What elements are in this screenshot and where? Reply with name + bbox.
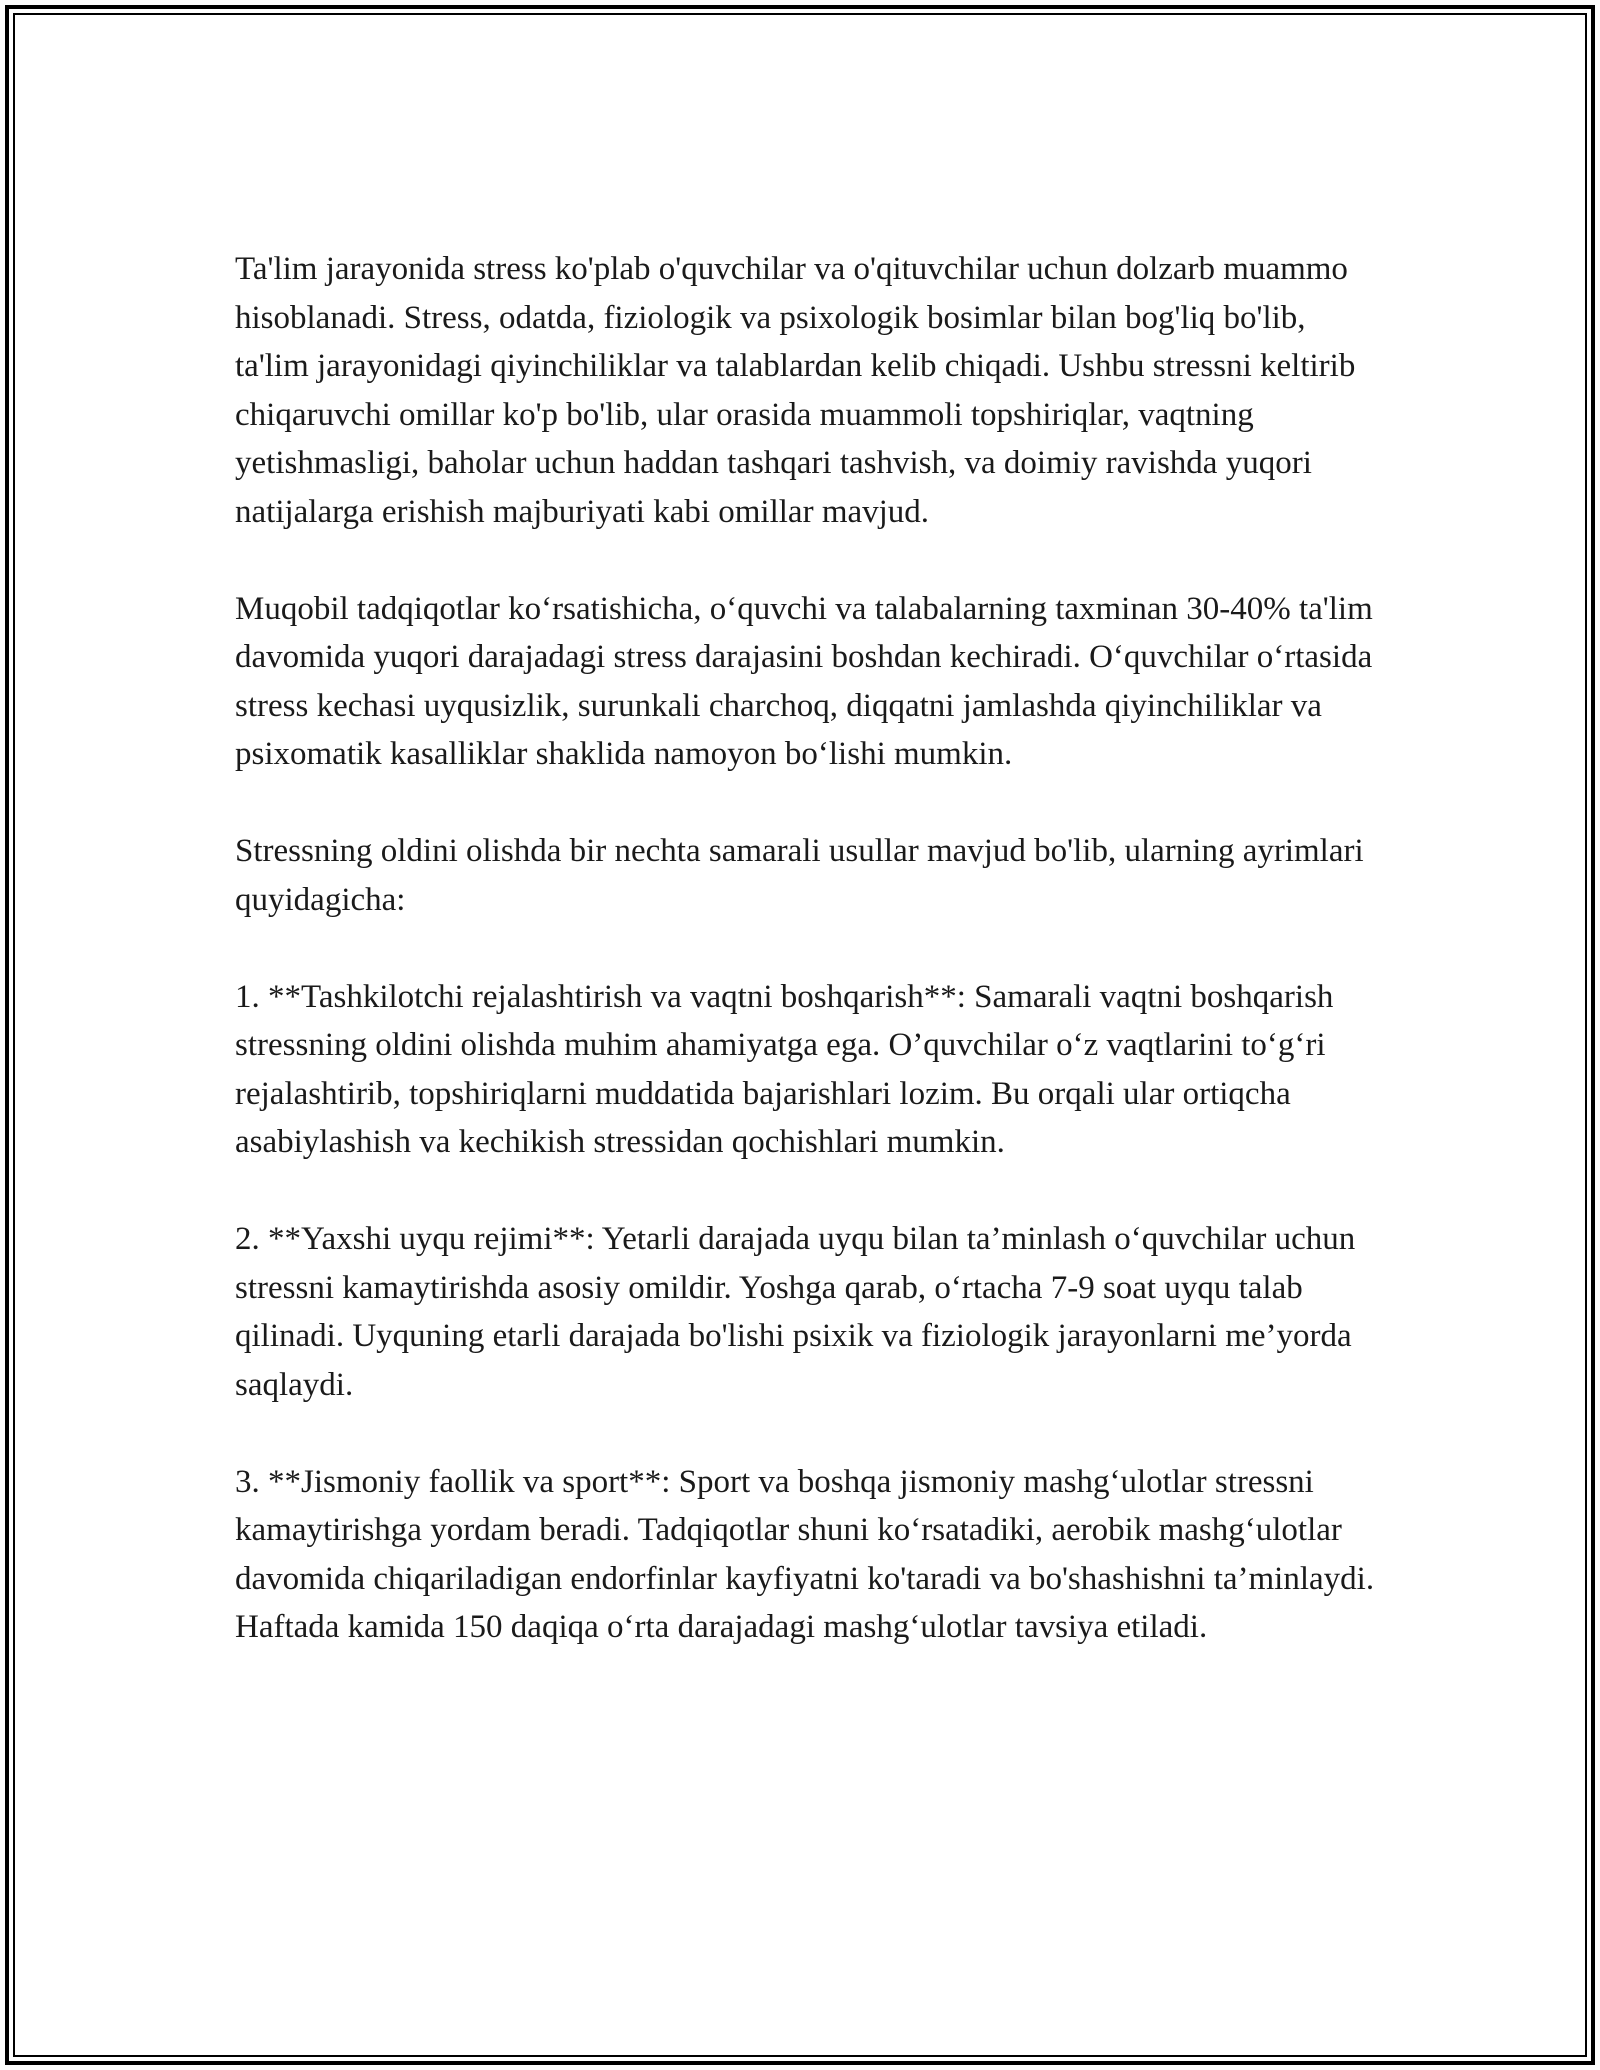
list-item-time-management: 1. **Tashkilotchi rejalashtirish va vaqtni boshqarish**: Samarali vaqtni boshqarish stressning oldini olishda muhim ahamiyatga ega. O’quvchilar oʻz vaqtlarini toʻgʻri rejalashtirib, topshiriqlarni muddatida bajarishlari lozim. Bu orqali ular ortiqcha asabiylashish va kechikish stressidan qochishlari mumkin. xyxy=(235,978,1334,1160)
paragraph-research: Muqobil tadqiqotlar koʻrsatishicha, oʻquvchi va talabalarning taxminan 30-40% ta'lim davomida yuqori darajadagi stress darajasini boshdan kechiradi. Oʻquvchilar oʻrtasida stress kechasi uyqusizlik, surunkali charchoq, diqqatni jamlashda qiyinchiliklar va psixomatik kasalliklar shaklida namoyon boʻlishi mumkin. xyxy=(235,590,1373,772)
list-item-sport: 3. **Jismoniy faollik va sport**: Sport va boshqa jismoniy mashgʻulotlar stressni kamaytirishga yordam beradi. Tadqiqotlar shuni koʻrsatadiki, aerobik mashgʻulotlar davomida chiqariladigan endorfinlar kayfiyatni ko'taradi va bo'shashishni ta’minlaydi. Haftada kamida 150 daqiqa oʻrta darajadagi mashgʻulotlar tavsiya etiladi. xyxy=(235,1463,1375,1645)
paragraph-intro: Ta'lim jarayonida stress ko'plab o'quvchilar va o'qituvchilar uchun dolzarb muammo hisoblanadi. Stress, odatda, fiziologik va psixologik bosimlar bilan bog'liq bo'lib, ta'lim jarayonidagi qiyinchiliklar va talablardan kelib chiqadi. Ushbu stressni keltirib chiqaruvchi omillar ko'p bo'lib, ular orasida muammoli topshiriqlar, vaqtning yetishmasligi, baholar uchun haddan tashqari tashvish, va doimiy ravishda yuqori natijalarga erishish majburiyati kabi omillar mavjud. xyxy=(235,251,1356,530)
document-body xyxy=(235,245,1385,1652)
paragraph-methods-intro: Stressning oldini olishda bir nechta samarali usullar mavjud bo'lib, ularning ayrimlari quyidagicha: xyxy=(235,833,1364,918)
list-item-sleep: 2. **Yaxshi uyqu rejimi**: Yetarli darajada uyqu bilan ta’minlash oʻquvchilar uchun stressni kamaytirishda asosiy omildir. Yoshga qarab, oʻrtacha 7-9 soat uyqu talab qilinadi. Uyquning etarli darajada bo'lishi psixik va fiziologik jarayonlarni me’yorda saqlaydi. xyxy=(235,1221,1356,1403)
